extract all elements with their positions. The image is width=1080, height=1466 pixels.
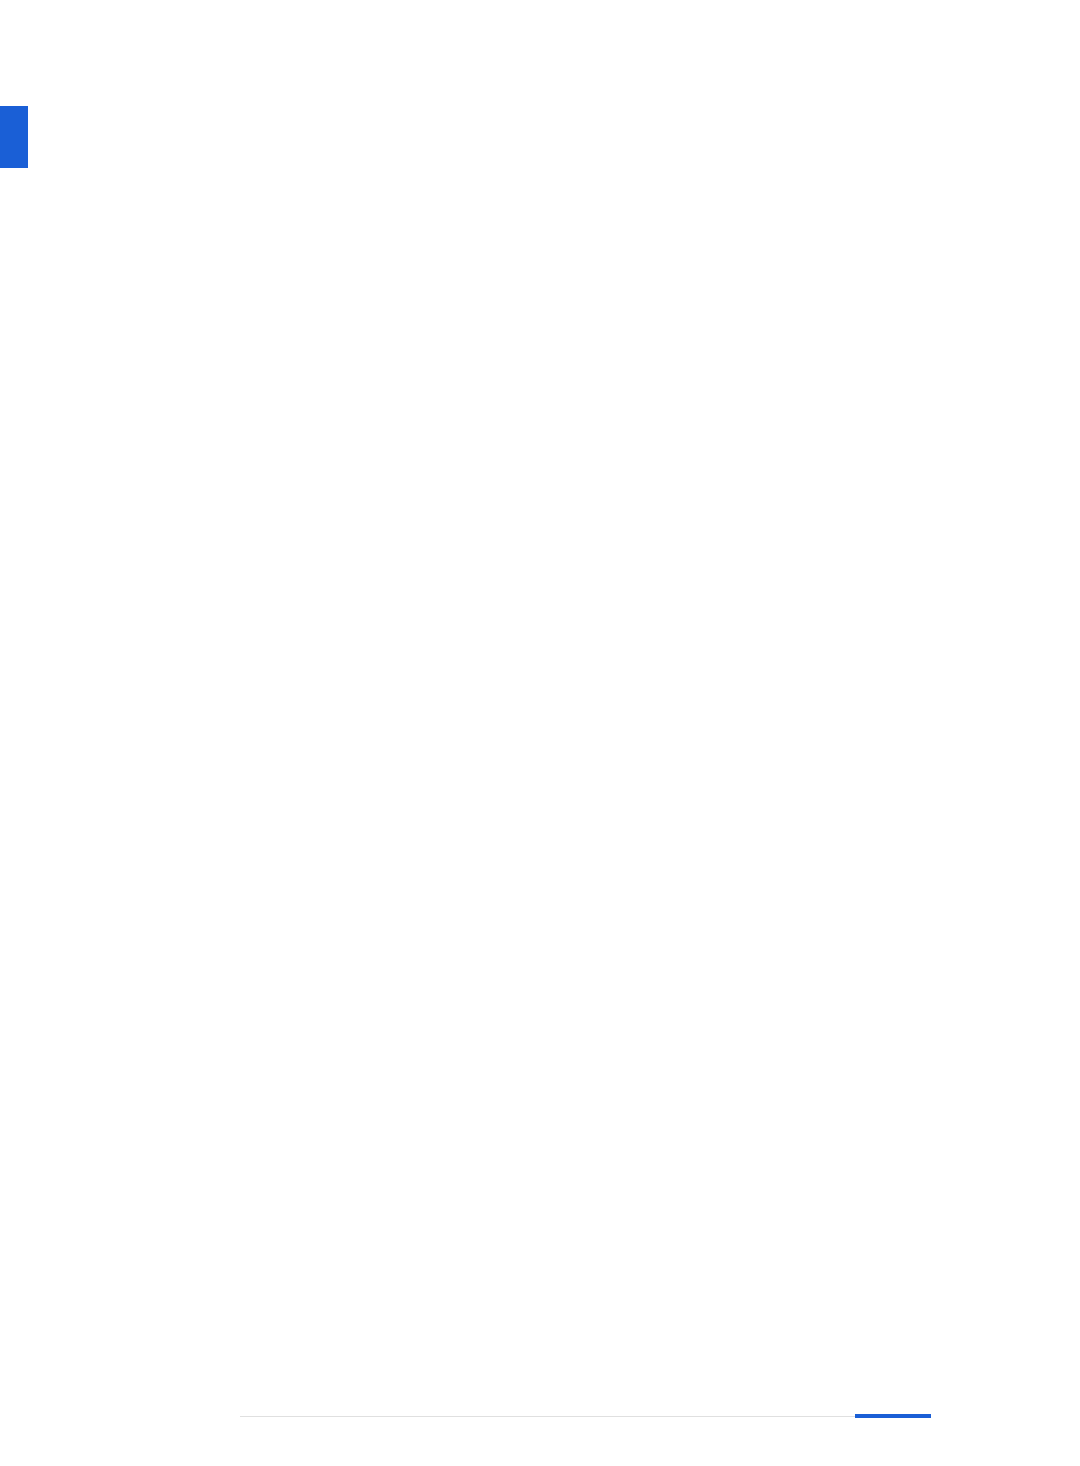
footer-accent-bar bbox=[855, 1414, 931, 1418]
footer-divider bbox=[240, 1416, 930, 1417]
title-accent-bar bbox=[0, 106, 28, 168]
bar-chart bbox=[0, 790, 1080, 1340]
